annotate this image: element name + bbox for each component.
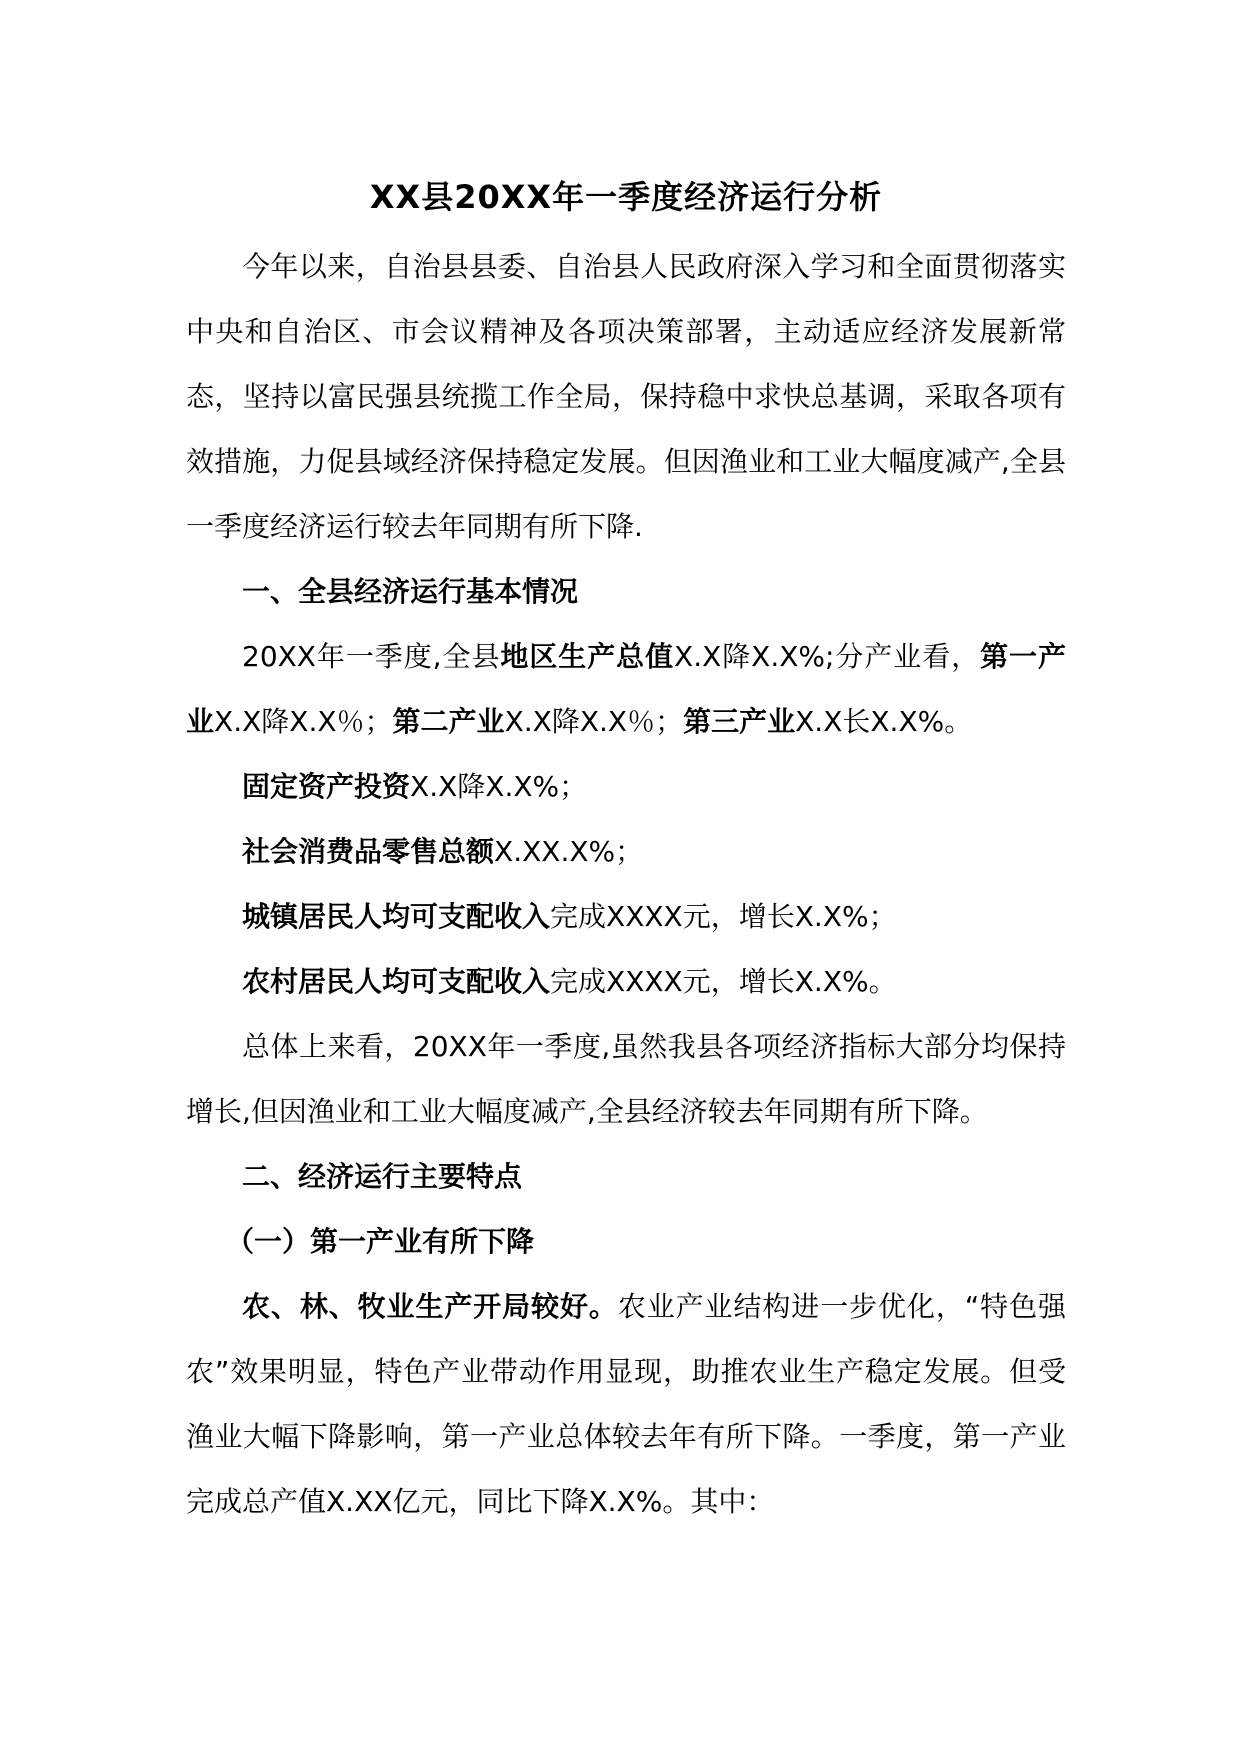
investment-label: 固定资产投资: [242, 770, 411, 803]
retail-value: X.XX.X%；: [494, 835, 644, 868]
gdp-prefix: 20XX年一季度,全县: [242, 640, 501, 673]
tertiary-industry-label: 第三产业: [683, 705, 796, 738]
gdp-paragraph: [186, 624, 1066, 754]
section1-heading: 一、全县经济运行基本情况: [242, 575, 579, 608]
document-title: XX县20XX年一季度经济运行分析: [369, 178, 883, 216]
gdp-value: X.X降X.X%;分产业看，: [674, 640, 981, 673]
rural-income-line: [186, 949, 1066, 1014]
investment-line: [186, 754, 1066, 819]
tertiary-industry-value: X.X长X.X%。: [795, 705, 973, 738]
urban-income-value: 完成XXXX元，增长X.X%；: [550, 900, 897, 933]
intro-paragraph: 今年以来，自治县县委、自治县人民政府深入学习和全面贯彻落实中央和自治区、市会议精神及各项决策部署，主动适应经济发展新常态，坚持以富民强县统揽工作全局，保持稳中求快总基调，采取各项有效措施，力促县域经济保持稳定发展。但因渔业和工业大幅度减产,全县一季度经济运行较去年同期有所下降.: [186, 250, 1066, 543]
rural-income-value: 完成XXXX元，增长X.X%。: [550, 965, 897, 998]
document-page: [186, 172, 1066, 1534]
section2-heading: 二、经济运行主要特点: [242, 1160, 523, 1193]
agriculture-paragraph: [186, 1274, 1066, 1534]
secondary-industry-value: X.X降X.X％；: [504, 705, 684, 738]
primary-industry-value: X.X降X.X％；: [214, 705, 393, 738]
secondary-industry-label: 第二产业: [392, 705, 505, 738]
primary-industry-label: 第一产业: [186, 640, 1066, 738]
summary-paragraph: 总体上来看，20XX年一季度,虽然我县各项经济指标大部分均保持增长,但因渔业和工业大幅度减产,全县经济较去年同期有所下降。: [186, 1030, 1066, 1128]
agriculture-text: 农业产业结构进一步优化，“特色强农”效果明显，特色产业带动作用显现，助推农业生产稳定发展。但受渔业大幅下降影响，第一产业总体较去年有所下降。一季度，第一产业完成总产值X.XX亿元，同比下降X.X%。其中：: [186, 1290, 1066, 1518]
urban-income-line: [186, 884, 1066, 949]
gdp-label: 地区生产总值: [500, 640, 675, 673]
retail-line: [186, 819, 1066, 884]
retail-label: 社会消费品零售总额: [242, 835, 495, 868]
investment-value: X.X降X.X%；: [410, 770, 588, 803]
urban-income-label: 城镇居民人均可支配收入: [242, 900, 551, 933]
rural-income-label: 农村居民人均可支配收入: [242, 965, 551, 998]
agriculture-lead: 农、林、牧业生产开局较好。: [242, 1290, 618, 1323]
subsection1-heading: （一）第一产业有所下降: [226, 1225, 535, 1258]
